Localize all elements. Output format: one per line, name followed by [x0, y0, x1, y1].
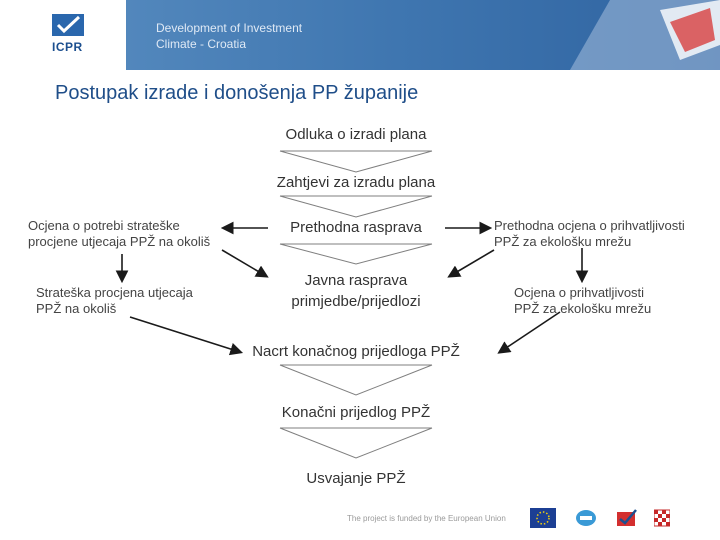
step-usvajanje: Usvajanje PPŽ	[306, 470, 406, 487]
left-ocjena-potrebe-line2: procjene utjecaja PPŽ na okoliš	[28, 234, 211, 249]
right-ocjena-prihvatljivosti-line2: PPŽ za ekološku mrežu	[514, 301, 652, 316]
left-ocjena-potrebe	[28, 218, 233, 250]
partner-logo-icon	[575, 508, 597, 528]
chevron-5-icon	[280, 428, 432, 458]
right-prethodna-ocjena-line1: Prethodna ocjena o prihvatljivosti	[494, 218, 685, 233]
step-javna-rasprava-line1: Javna rasprava	[304, 272, 408, 289]
step-javna-rasprava-line2: primjedbe/prijedlozi	[291, 293, 421, 310]
step-zahtjevi: Zahtjevi za izradu plana	[276, 174, 436, 191]
chevron-2-icon	[280, 196, 432, 217]
logo-text: ICPR	[52, 40, 83, 54]
right-prethodna-ocjena	[494, 218, 709, 250]
step-javna-rasprava	[256, 270, 456, 312]
step-odluka: Odluka o izradi plana	[285, 126, 427, 143]
eu-flag-icon	[530, 508, 556, 528]
step-konacni-prijedlog: Konačni prijedlog PPŽ	[281, 404, 431, 421]
left-ocjena-potrebe-line1: Ocjena o potrebi strateške	[28, 218, 180, 233]
right-prethodna-ocjena-line2: PPŽ za ekološku mrežu	[494, 234, 632, 249]
step-prethodna-rasprava: Prethodna rasprava	[290, 219, 422, 236]
right-ocjena-prihvatljivosti	[514, 285, 694, 317]
croatia-coat-of-arms-icon	[654, 508, 670, 528]
header-title-line1: Development of Investment	[156, 21, 303, 35]
chevron-1-icon	[280, 151, 432, 172]
left-strateska-procjena-line1: Strateška procjena utjecaja	[36, 285, 193, 300]
left-strateska-procjena	[36, 285, 216, 317]
chevron-3-icon	[280, 244, 432, 264]
right-ocjena-prihvatljivosti-line1: Ocjena o prihvatljivosti	[514, 285, 645, 300]
step-nacrt: Nacrt konačnog prijedloga PPŽ	[252, 343, 460, 360]
chevron-4-icon	[280, 365, 432, 395]
icpr-footer-logo-icon	[615, 508, 639, 528]
left-strateska-procjena-line2: PPŽ na okoliš	[36, 301, 117, 316]
page-title: Postupak izrade i donošenja PP županije	[55, 82, 419, 104]
header-title-line2: Climate - Croatia	[156, 37, 247, 51]
footer-funding-text: The project is funded by the European Union	[347, 514, 506, 523]
